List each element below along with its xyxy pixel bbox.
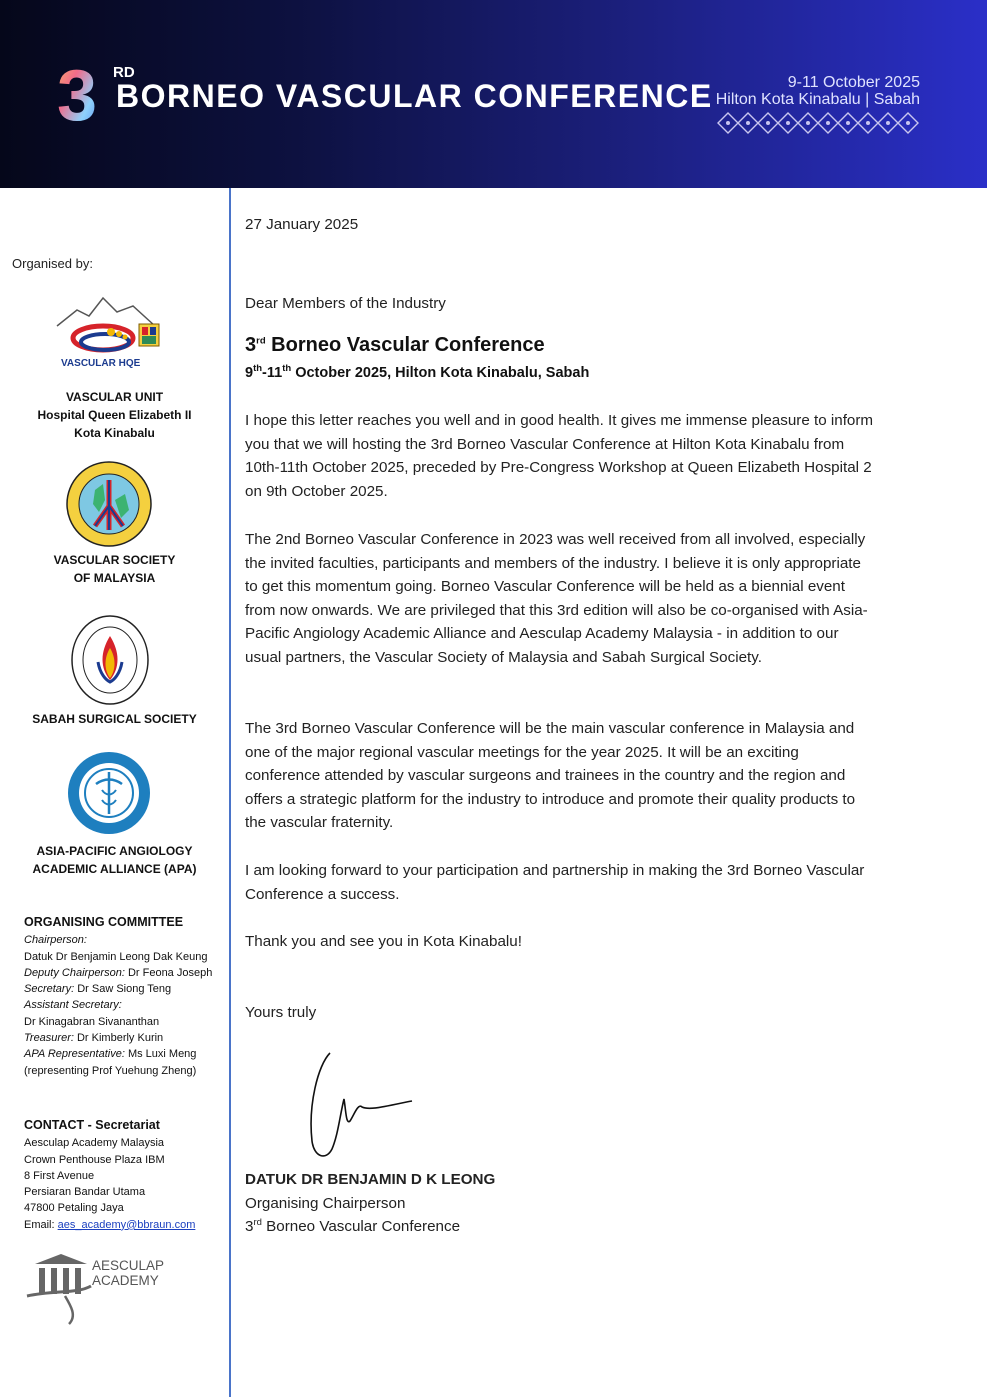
org-vascular-society: VASCULAR SOCIETY OF MALAYSIA bbox=[53, 553, 176, 585]
signer-name: DATUK DR BENJAMIN D K LEONG bbox=[245, 1171, 496, 1188]
paragraph-3: The 3rd Borneo Vascular Conference will be the main vascular conference in Malaysia and one of the major regional vascular meetings for the year 2025. It will be an exciting conference attended by vascular surgeons and trainees in the country and the region and offers a strategic platform for the industry to introduce and promote their quality products to the vascular fraternity. bbox=[245, 720, 856, 831]
contact-secretariat: CONTACT - Secretariat Aesculap Academy Malaysia Crown Penthouse Plaza IBM 8 First Avenue Persiaran Bandar Utama 47800 Petaling Jaya Email: aes_academy@bbraun.com bbox=[24, 1117, 224, 1233]
signer-conference: 3rd Borneo Vascular Conference bbox=[245, 1216, 461, 1235]
signer-title: Organising Chairperson bbox=[245, 1195, 406, 1212]
ordinal-suffix: RD bbox=[113, 64, 135, 81]
date-range: 9-11 October 2025 bbox=[787, 74, 920, 91]
salutation: Dear Members of the Industry bbox=[245, 295, 446, 312]
venue: Hilton Kota Kinabalu | Sabah bbox=[715, 91, 920, 108]
letter-subject-dates: 9th-11th October 2025, Hilton Kota Kinabalu, Sabah bbox=[245, 363, 590, 381]
email-link[interactable]: aes_academy@bbraun.com bbox=[57, 1218, 196, 1231]
vascular-hqe-logo bbox=[55, 296, 165, 372]
org-sabah-surgical: SABAH SURGICAL SOCIETY bbox=[32, 712, 197, 726]
borneo-pattern-icon bbox=[716, 111, 921, 135]
conference-3-logo bbox=[55, 60, 113, 124]
letter-subject: 3rd Borneo Vascular Conference bbox=[245, 334, 545, 356]
svg-text:VASCULAR HQE: VASCULAR HQE bbox=[61, 358, 141, 369]
sabah-surgical-society-logo bbox=[70, 614, 150, 706]
signature bbox=[300, 1045, 420, 1165]
organising-committee: ORGANISING COMMITTEE Chairperson: Datuk Dr Benjamin Leong Dak Keung Deputy Chairperson: Dr Feona Joseph Secretary: Dr Saw Siong Teng Assistant Secretary: Dr Kinagabran Sivananthan Treasurer: Dr Kimberly Kurin APA Representative: Ms Luxi Meng (representing Prof Yuehung Zheng) bbox=[24, 914, 224, 1079]
vascular-society-malaysia-logo bbox=[65, 460, 153, 548]
svg-text:3: 3 bbox=[57, 60, 98, 124]
paragraph-4: I am looking forward to your participation and partnership in making the 3rd Borneo Vascular Conference a success. bbox=[245, 862, 865, 903]
paragraph-5: Thank you and see you in Kota Kinabalu! bbox=[245, 933, 522, 950]
conference-title: BORNEO VASCULAR CONFERENCE bbox=[116, 78, 713, 114]
closing: Yours truly bbox=[245, 1004, 317, 1021]
aesculap-academy-text: AESCULAP ACADEMY bbox=[92, 1258, 165, 1288]
letter-date: 27 January 2025 bbox=[245, 216, 359, 233]
paragraph-1: I hope this letter reaches you well and in good health. It gives me immense pleasure to inform you that we will hosting the 3rd Borneo Vascular Conference at Hilton Kota Kinabalu from 10th-11th October 2025, preceded by Pre-Congress Workshop at Queen Elizabeth Hospital 2 on 9th October 2025. bbox=[245, 412, 874, 500]
committee-heading: ORGANISING COMMITTEE bbox=[24, 915, 184, 929]
org-vascular-unit: VASCULAR UNIT Hospital Queen Elizabeth II Kota Kinabalu bbox=[37, 390, 192, 440]
apa-logo bbox=[66, 750, 152, 836]
contact-heading: CONTACT - Secretariat bbox=[24, 1118, 160, 1132]
organised-by-label: Organised by: bbox=[12, 256, 93, 271]
conference-banner bbox=[0, 0, 987, 188]
paragraph-2: The 2nd Borneo Vascular Conference in 2023 was well received from all involved, especially the invited faculties, participants and members of the industry. I believe it is only appropriate to get this momentum going. Borneo Vascular Conference will be held as a biennial event from now onwards. We are privileged that this 3rd edition will also be co-organised with Asia-Pacific Angiology Academic Alliance and Aesculap Academy Malaysia - in addition to our usual partners, the Vascular Society of Malaysia and Sabah Surgical Society. bbox=[245, 531, 868, 666]
org-apa: ASIA-PACIFIC ANGIOLOGY ACADEMIC ALLIANCE (APA) bbox=[32, 844, 197, 876]
sidebar-divider bbox=[229, 188, 231, 1397]
conference-dates bbox=[716, 74, 920, 108]
